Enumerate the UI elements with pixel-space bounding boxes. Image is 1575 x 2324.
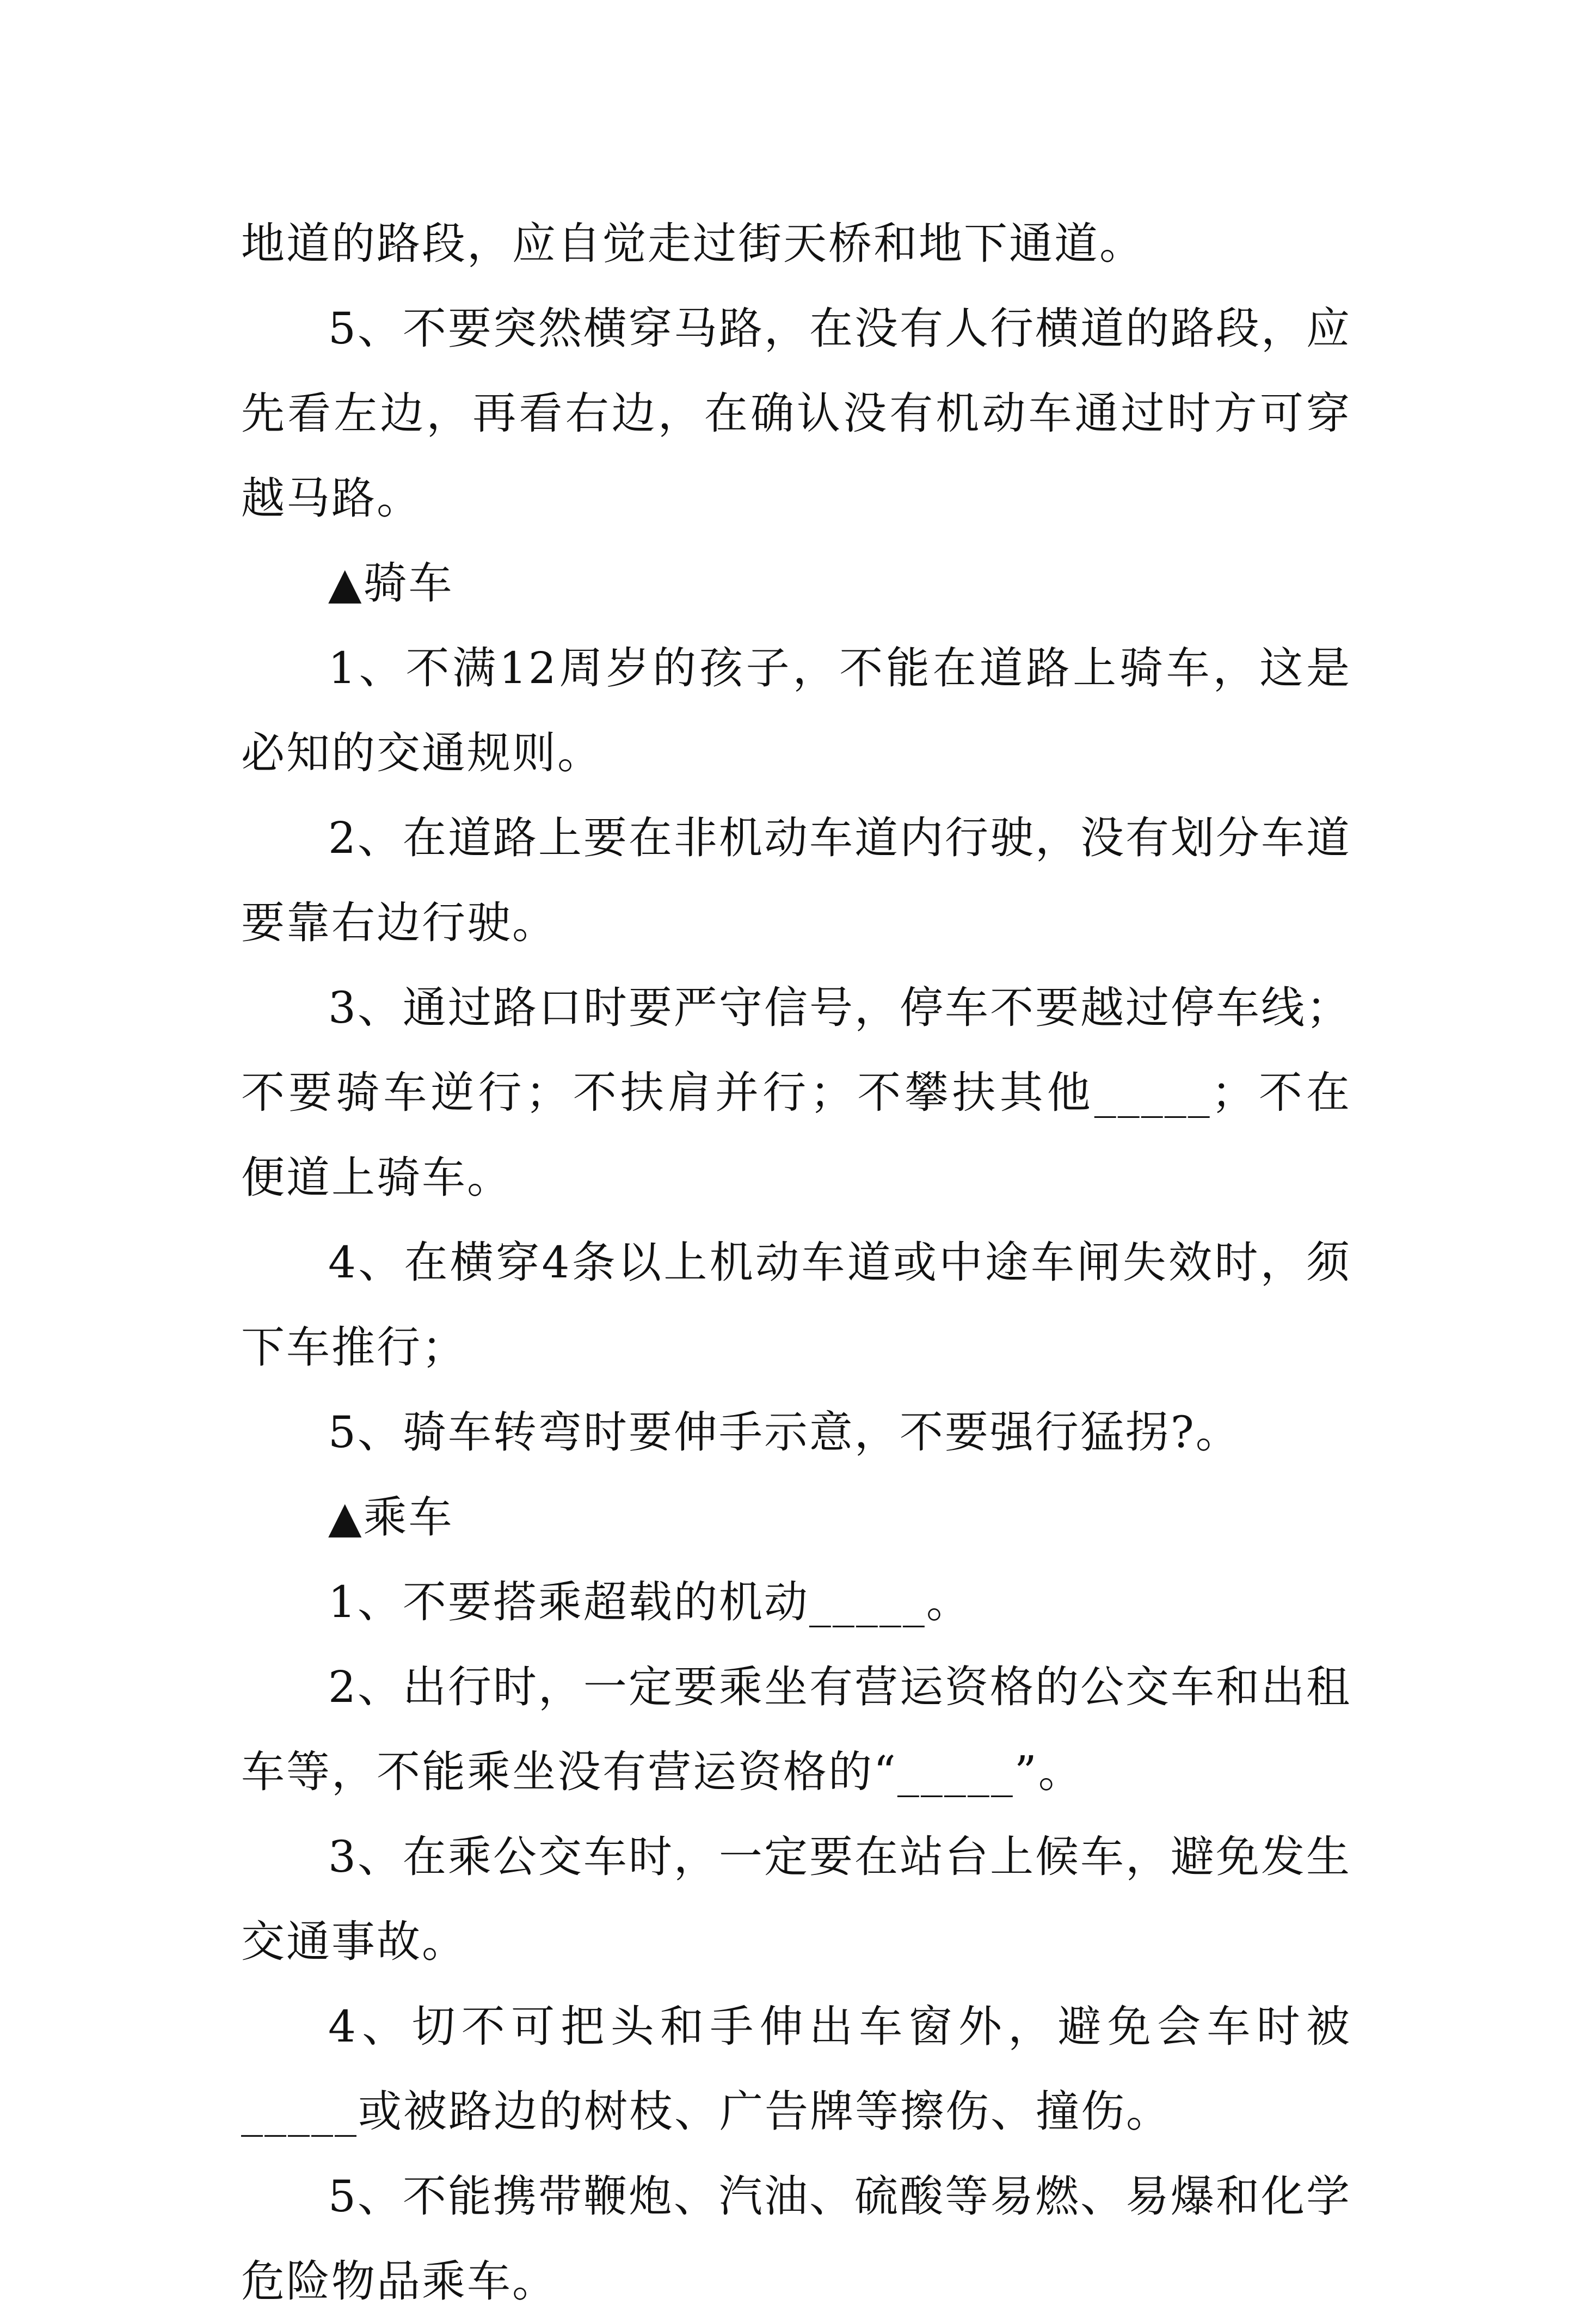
paragraph-riding-item-2: 2、出行时，一定要乘坐有营运资格的公交车和出租车等，不能乘坐没有营运资格的“_____”。 (241, 1662, 1351, 1797)
paragraph-riding-item-3: 3、在乘公交车时，一定要在站台上候车，避免发生交通事故。 (241, 1831, 1351, 1967)
paragraph-riding-item-5: 5、不能携带鞭炮、汽油、硫酸等易燃、易爆和化学危险物品乘车。 (241, 2171, 1351, 2307)
paragraph-riding-item-4: 4、切不可把头和手伸出车窗外，避免会车时被_____或被路边的树枝、广告牌等擦伤、撞伤。 (241, 2001, 1351, 2137)
section-heading-cycling: ▲骑车 (328, 558, 454, 608)
paragraph-cycling-item-5: 5、骑车转弯时要伸手示意，不要强行猛拐?。 (328, 1407, 1241, 1458)
paragraph-cycling-item-4: 4、在横穿4条以上机动车道或中途车闸失效时，须下车推行； (241, 1237, 1351, 1373)
paragraph-cycling-item-3: 3、通过路口时要严守信号，停车不要越过停车线；不要骑车逆行；不扶肩并行；不攀扶其他_____；不在便道上骑车。 (241, 982, 1351, 1203)
paragraph-continuation: 地道的路段，应自觉走过街天桥和地下通道。 (241, 218, 1145, 269)
section-heading-riding: ▲乘车 (328, 1492, 454, 1542)
paragraph-cycling-item-1: 1、不满12周岁的孩子，不能在道路上骑车，这是必知的交通规则。 (241, 643, 1351, 778)
paragraph-riding-item-1: 1、不要搭乘超载的机动_____。 (328, 1577, 971, 1627)
document-body (241, 201, 1351, 2324)
paragraph-cycling-item-2: 2、在道路上要在非机动车道内行驶，没有划分车道要靠右边行驶。 (241, 813, 1351, 948)
paragraph-walking-item-5: 5、不要突然横穿马路，在没有人行横道的路段，应先看左边，再看右边，在确认没有机动车通过时方可穿越马路。 (241, 303, 1351, 524)
